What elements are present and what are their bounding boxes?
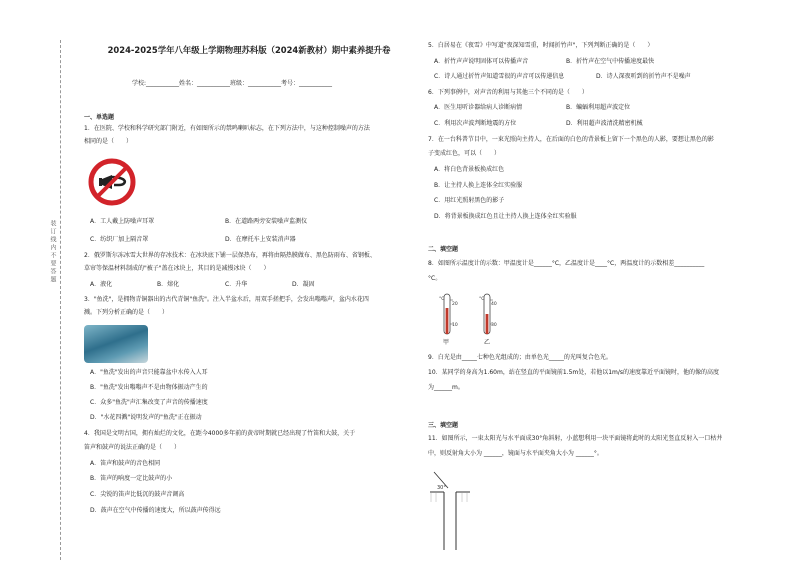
binding-fold-text: 装订线内不要答题 bbox=[49, 220, 56, 284]
q3-option-d: D．"水花四溅"说明发声的"鱼洗"正在振动 bbox=[90, 414, 202, 421]
q2-option-c: C．升华 bbox=[225, 281, 248, 288]
q2-option-a: A．液化 bbox=[90, 281, 113, 288]
thermo-yi-bottom: 30 bbox=[491, 323, 497, 328]
bronze-basin-photo bbox=[84, 325, 148, 363]
section-fill-blank-2: 三、填空题 bbox=[428, 422, 459, 429]
q6-option-b: B．蝙蝠利用超声波定位 bbox=[566, 104, 631, 111]
thermo-yi-top: 40 bbox=[491, 302, 497, 307]
no-horn-sign-icon bbox=[88, 158, 136, 206]
q1-option-d: D．在摩托车上安装消声器 bbox=[225, 236, 296, 243]
q5-option-b: B．折竹声在空气中传播速度最快 bbox=[566, 58, 655, 65]
q2-text-line2: 草帘等保温材料制成的"被子"盖在冰块上，其目的是减慢冰块（ ） bbox=[84, 265, 270, 272]
q7-option-a: A．将白色背景板换成红色 bbox=[434, 166, 505, 173]
q1-text-line2: 相同的是（ ） bbox=[84, 138, 133, 145]
q4-text-line1: 4．我国是文明古国，拥有灿烂的文化，在距今4000多年前的黄帝时期就已经出现了竹笛和大鼓，关于 bbox=[84, 430, 356, 437]
thermo-yi-unit: °C bbox=[479, 297, 485, 302]
q3-option-b: B．"鱼洗"发出嗡嗡声不是由物体振动产生的 bbox=[90, 384, 208, 391]
q1-option-b: B．在道路两旁安装噪声监测仪 bbox=[225, 218, 308, 225]
dry-well-diagram bbox=[428, 462, 472, 552]
exam-title: 2024-2025学年八年级上学期物理苏科版（2024新教材）期中素养提升卷 bbox=[107, 45, 391, 55]
q1-text-line1: 1．在医院、学校和科学研究部门附近，有如图所示的禁鸣喇叭标志，在下列方法中，与这种控制噪声的方法 bbox=[84, 125, 370, 132]
q10-text-line2: 为______m。 bbox=[428, 384, 464, 391]
q2-option-d: D．凝固 bbox=[292, 281, 315, 288]
q2-option-b: B．熔化 bbox=[157, 281, 180, 288]
section-single-choice: 一、单选题 bbox=[84, 114, 115, 121]
q6-option-d: D．利用超声波清洗精密机械 bbox=[566, 120, 643, 127]
q3-option-c: C．众多"鱼洗"声汇集改变了声音的传播速度 bbox=[90, 399, 208, 406]
q9-text: 9．白光是由_____七种色光组成的；由单色光_____的光叫复合色光。 bbox=[428, 354, 612, 361]
q4-text-line2: 笛声和鼓声的说法正确的是（ ） bbox=[84, 444, 181, 451]
q4-option-b: B．笛声的响度一定比鼓声的小 bbox=[90, 475, 173, 482]
thermometer-yi bbox=[476, 292, 498, 336]
q11-text-line1: 11．如图所示，一束太阳光与水平面成30°角斜射，小蓝想利用一块平面镜将此时的太阳光竖直反射入一口枯井 bbox=[428, 435, 723, 442]
q4-option-c: C．尖锐的笛声比低沉的鼓声音调高 bbox=[90, 491, 185, 498]
thermometer-yi-label: 乙 bbox=[484, 339, 491, 346]
q7-text-line1: 7．在一台科普节目中，一束光照向主持人，在后面的白色的背景板上留下一个黑色的人影，要想让黑色的影 bbox=[428, 136, 714, 143]
q6-option-c: C．利用次声波判断地震的方位 bbox=[434, 120, 517, 127]
q11-text-line2: 中，则反射角大小为 ______，镜面与水平面夹角大小为 ______°。 bbox=[428, 450, 603, 457]
q7-option-c: C．用红光照射黑色的影子 bbox=[434, 197, 505, 204]
q7-option-d: D．将背景板换成红色且让主持人换上连体全红实验服 bbox=[434, 213, 577, 220]
section-fill-blank: 二、填空题 bbox=[428, 246, 459, 253]
q6-text-line1: 6．下列事例中，对声音的利用与其他三个不同的是（ ） bbox=[428, 89, 588, 96]
q2-text-line1: 2．俄罗斯尔冻冰雪大世界的存冰技术：在冰块底下铺一层保热布，再将由隔热膜做布、黑色防雨布、省钢板、 bbox=[84, 252, 376, 259]
q4-option-a: A．笛声和鼓声的音色相同 bbox=[90, 460, 161, 467]
q7-option-b: B．让主持人换上连体全红实验服 bbox=[434, 182, 523, 189]
thermometer-jia-label: 甲 bbox=[443, 339, 450, 346]
q1-option-a: A．工人戴上防噪声耳罩 bbox=[90, 218, 155, 225]
angle-label: 30° bbox=[437, 485, 446, 491]
q7-text-line2: 子变成红色，可以（ ） bbox=[428, 150, 501, 157]
q4-option-d: D．鼓声在空气中传播的速度大，所以鼓声传得远 bbox=[90, 507, 221, 514]
thermo-jia-top: 20 bbox=[452, 302, 458, 307]
q5-text-line1: 5．白居易在《夜雪》中写道"夜深知雪重，时闻折竹声"，下列判断正确的是（ ） bbox=[428, 42, 654, 49]
q3-option-a: A．"鱼洗"发出的声音只能靠盆中水传入人耳 bbox=[90, 369, 208, 376]
q1-option-c: C．纺织厂加上隔音罩 bbox=[90, 236, 149, 243]
q10-text-line1: 10．某同学的身高为1.60m，站在竖直的平面镜前1.5m处，若他以1m/s的速度靠近平面镜时，他的像的高度 bbox=[428, 369, 720, 376]
binding-fold-line bbox=[60, 40, 61, 560]
q5-option-a: A．折竹声声说明固体可以传播声音 bbox=[434, 58, 529, 65]
thermo-jia-unit: °C bbox=[439, 297, 445, 302]
q5-option-c: C．诗人通过折竹声知道雪很的声音可以传递信息 bbox=[434, 73, 565, 80]
q6-option-a: A．医生用听诊器给病人诊断病情 bbox=[434, 104, 523, 111]
thermo-jia-bottom: 10 bbox=[452, 323, 458, 328]
thermometer-jia bbox=[436, 292, 458, 336]
q3-text-line1: 3．"鱼洗"，是拥物青铜器出的古代青铜"鱼洗"。注入半盆水后，用双手搓把手，会发出嗡嗡声，盆内水花四 bbox=[84, 296, 369, 303]
q8-text-line2: °C。 bbox=[428, 275, 442, 282]
q8-text-line1: 8．如图所示温度计的示数：甲温度计是______°C，乙温度计是____°C，两温度计的示数相差__________ bbox=[428, 260, 705, 267]
q5-option-d: D．诗人深夜听到的折竹声不是噪声 bbox=[596, 73, 691, 80]
student-info-line: 学校:___________姓名：___________班级：___________考号：___________ bbox=[132, 80, 333, 87]
q3-text-line2: 溅。下列分析正确的是（ ） bbox=[84, 309, 169, 316]
